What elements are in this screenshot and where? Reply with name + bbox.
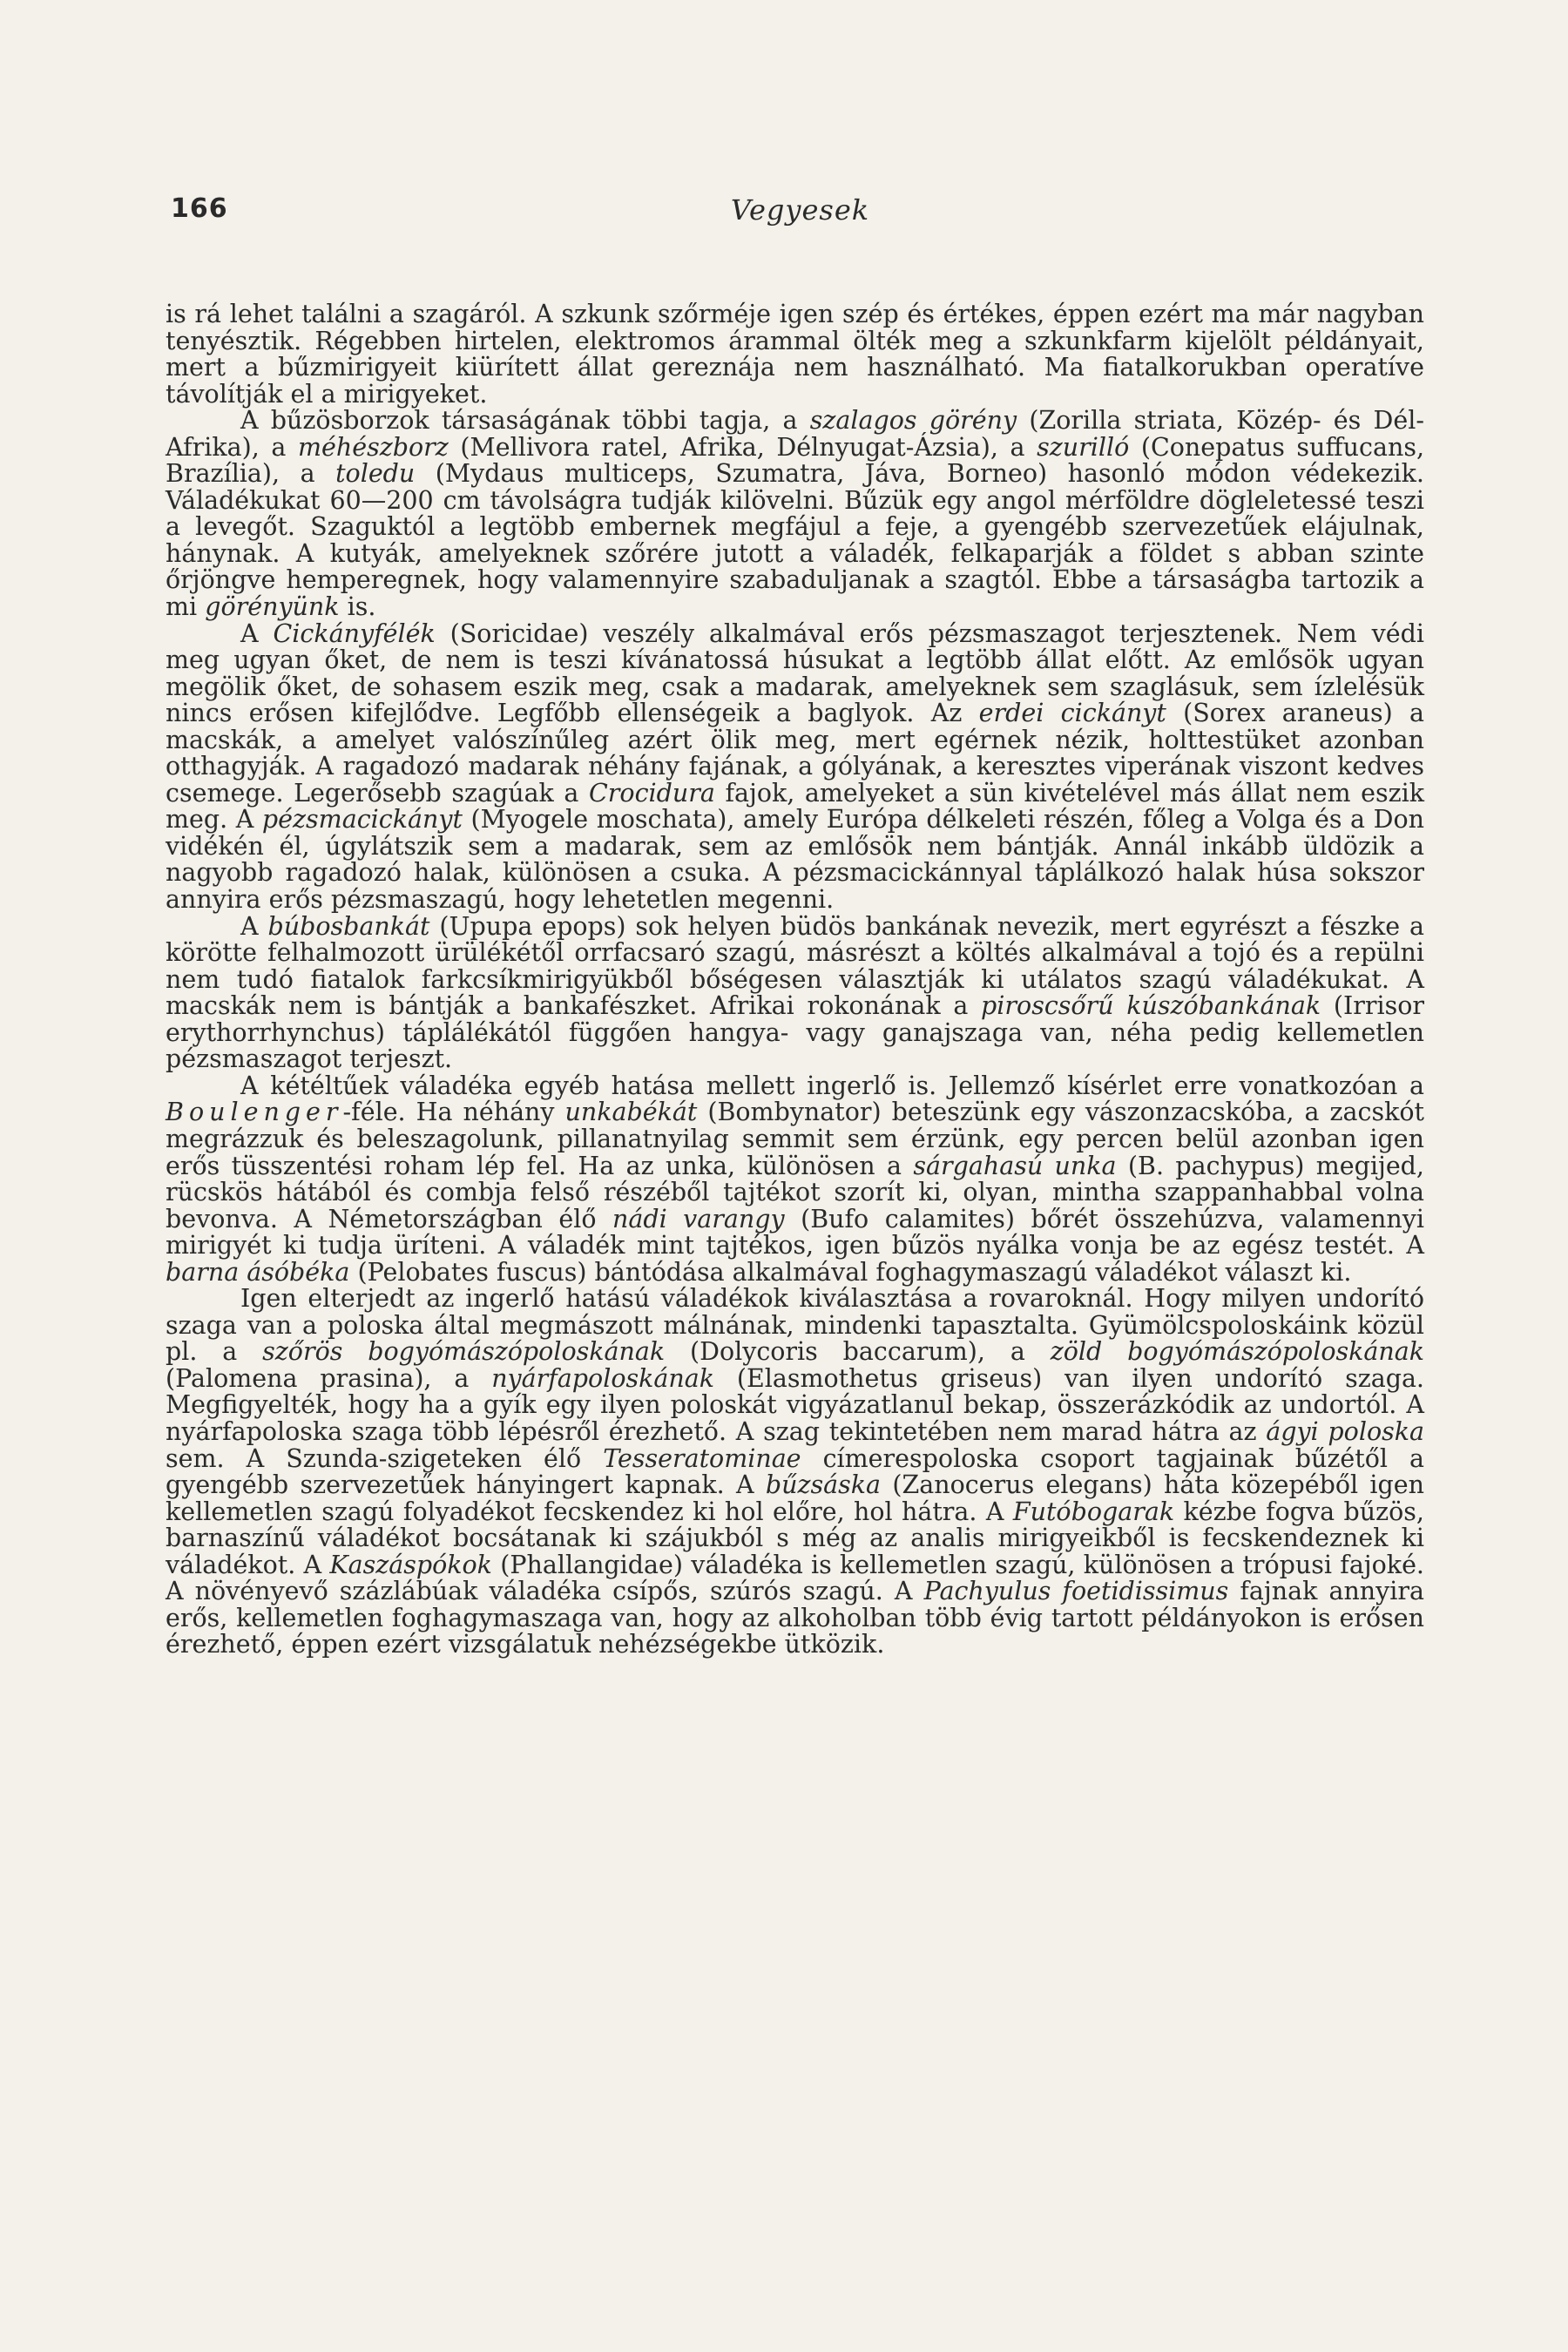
italic-term: görényünk (205, 592, 340, 622)
italic-term: méhészborz (298, 432, 449, 462)
page-number: 166 (171, 193, 228, 224)
text-run: (Soricidae) veszély alkalmával erős pézsmaszagot terjesztenek. Nem védi meg ugyan őket, de nem is teszi kívánatossá húsukat a legtöbb állat előtt. Az emlősök ugyan megölik őket, de sohasem eszik meg, csak a madarak, amelyeknek sem szaglásuk, sem ízlelésük nincs erősen kifejlődve. Legfőbb ellenségeik a baglyok. Az (166, 618, 1424, 728)
italic-term: bűzsáska (765, 1470, 882, 1500)
paragraph (166, 618, 1425, 915)
italic-term: pézsmacickányt (261, 805, 463, 835)
text-run: kézbe fogva bűzös, barnaszínű váladékot bocsátanak ki szájukból s még az analis mirigyeikből is fecskendeznek ki váladékot. A (166, 1497, 1424, 1579)
italic-term: szurilló (1037, 432, 1130, 462)
italic-term: szőrös bogyómászópoloskának (262, 1337, 666, 1367)
italic-term: Crocidura (588, 778, 715, 808)
italic-term: barna ásóbéka (166, 1257, 350, 1287)
italic-term: toledu (335, 459, 416, 489)
text-run: (B. pachypus) megijed, rücskös hátából és combja felső részéből tajtékot szorít ki, olyan, mintha szappanhabbal volna bevonva. A Németországban élő (166, 1151, 1424, 1233)
text-run: Igen elterjedt az ingerlő hatású váladékok kiválasztása a rovaroknál. Hogy milyen undorító szaga van a poloska által megmászott málnának, mindenki tapasztalta. Gyümölcspoloskáink közül pl. a (166, 1284, 1424, 1367)
italic-term: szalagos görény (809, 406, 1017, 436)
text-run: (Mydaus multiceps, Szumatra, Jáva, Borneo) hasonló módon védekezik. Váladékukat 60—200 cm távolságra tudják kilövelni. Bűzük egy angol mérföldre dögleletessé teszi a levegőt. Szaguktól a legtöbb embernek megfájul a feje, a gyengébb szervezetűek elájulnak, hánynak. A kutyák, amelyeknek szőrére jutott a váladék, felkaparják a földet s abban szinte őrjöngve hemperegnek, hogy valamennyire szabaduljanak a szagtól. Ebbe a társaságba tartozik a mi (166, 459, 1424, 622)
paragraph (166, 1286, 1424, 1659)
text-run: is. (339, 592, 376, 622)
page-header (171, 193, 1429, 237)
text-run: (Myogele moschata), amely Európa délkeleti részén, főleg a Volga és a Don vidékén él, úgylátszik sem a madarak, sem az emlősök nem bántják. Annál inkább üldözik a nagyobb ragadozó halak, különösen a csuka. A pézsmacickánnyal táplálkozó halak húsa sokszor annyira erős pézsmaszagú, hogy lehetetlen megenni. (166, 805, 1424, 915)
text-run: (Zanocerus elegans) háta közepéből igen kellemetlen szagú folyadékot fecskendez ki hol előre, hol hátra. A (166, 1470, 1424, 1526)
text-run: fajok, amelyeket a sün kivételével más állat nem eszik meg. A (166, 778, 1424, 835)
text-run: sem. A Szunda-szigeteken élő (166, 1443, 604, 1473)
text-run: (Pelobates fuscus) bántódása alkalmával foghagymaszagú váladékot választ ki. (349, 1257, 1352, 1287)
text-run: címerespoloska csoport tagjainak bűzétől a gyengébb szervezetűek hányingert kapnak. A (166, 1443, 1424, 1500)
italic-term: Pachyulus foetidissimus (923, 1577, 1229, 1606)
italic-term: búbosbankát (267, 911, 430, 941)
text-run: A bűzösborzok társaságának többi tagja, a (240, 406, 810, 436)
paragraph (166, 911, 1424, 1074)
italic-term: nyárfapoloskának (491, 1363, 714, 1393)
text-run: is rá lehet találni a szagáról. A szkunk szőrméje igen szép és értékes, éppen ezért ma már nagyban tenyésztik. Régebben hirtelen, elektromos árammal ölték meg a szkunkfarm kijelölt példányait, mert a bűzmirigyeit kiürített állat gereznája nem használható. Ma fiatalkorukban operatíve távolítják el a mirigyeket. (166, 300, 1424, 409)
text-run: A (240, 618, 274, 648)
text-run: -féle. Ha néhány (342, 1098, 565, 1127)
italic-term: zöld bogyómászópoloskának (1050, 1337, 1424, 1367)
italic-term: erdei cickányt (978, 699, 1166, 728)
text-run: (Elasmothetus griseus) van ilyen undorító szaga. Megfigyelték, hogy ha a gyík egy ilyen poloskát vigyázatlanul bekap, összerázkódik az undortól. A nyárfapoloska szaga több lépésről érezhető. A szag tekintetében nem marad hátra az (166, 1363, 1424, 1446)
italic-term: piroscsőrű kúszóbankának (981, 991, 1321, 1021)
running-title: Vegyesek (730, 193, 870, 226)
text-body (166, 301, 1424, 1659)
paragraph (166, 1073, 1424, 1286)
text-run: (Zorilla striata, Közép- és Dél-Afrika), a (166, 406, 1424, 462)
italic-term: Tesseratominae (603, 1443, 801, 1473)
text-run: (Conepatus suffucans, Brazília), a (166, 432, 1425, 489)
text-run: (Sorex araneus) a macskák, a amelyet valószínűleg azért ölik meg, mert egérnek nézik, holttestüket azonban otthagyják. A ragadozó madarak néhány fajának, a gólyának, a keresztes viperának viszont kedves csemege. Legerősebb szagúak a (166, 699, 1425, 808)
italic-term: Kaszáspókok (329, 1550, 492, 1579)
italic-term: Boulenger (166, 1098, 343, 1127)
text-run: A (240, 911, 268, 941)
italic-term: sárgahasú unka (913, 1151, 1117, 1180)
text-run: (Irrisor erythorrhynchus) táplálékától függően hangya- vagy ganajszaga van, néha pedig kellemetlen pézsmaszagot terjeszt. (166, 991, 1424, 1074)
italic-term: Cickányfélék (273, 618, 436, 648)
text-run: (Upupa epops) sok helyen büdös bankának nevezik, mert egyrészt a fészke a körötte felhalmozott ürülékétől orrfacsaró szagú, másrészt a költés alkalmával a tojó és a repülni nem tudó fiatalok farkcsíkmirigyükből bőségesen választják ki utálatos szagú váladékukat. A macskák nem is bántják a bankafészket. Afrikai rokonának a (166, 911, 1424, 1021)
text-run: (Bombynator) beteszünk egy vászonzacskóba, a zacskót megrázzuk és beleszagolunk, pillanatnyilag semmit sem érzünk, egy percen belül azonban igen erős tüsszentési roham lép fel. Ha az unka, különösen a (166, 1098, 1424, 1180)
text-run: (Bufo calamites) bőrét összehúzva, valamennyi mirigyét ki tudja üríteni. A váladék mint tajtékos, igen bűzös nyálka vonja be az egész testét. A (166, 1204, 1424, 1260)
text-run: fajnak annyira erős, kellemetlen foghagymaszaga van, hogy az alkoholban több évig tartott példányokon is erősen érezhető, éppen ezért vizsgálatuk nehézségekbe ütközik. (166, 1577, 1424, 1659)
paragraph (166, 408, 1424, 620)
text-run: (Dolycoris baccarum), a (665, 1337, 1051, 1367)
italic-term: Futóbogarak (1012, 1497, 1175, 1526)
italic-term: unkabékát (564, 1098, 698, 1127)
text-run: (Phallangidae) váladéka is kellemetlen szagú, különösen a trópusi fajoké. A növényevő százlábúak váladéka csípős, szúrós szagú. A (166, 1550, 1424, 1606)
text-run: (Palomena prasina), a (166, 1363, 492, 1393)
text-run: A kétéltűek váladéka egyéb hatása mellett ingerlő is. Jellemző kísérlet erre vonatkozóan a (240, 1071, 1424, 1100)
paragraph (166, 301, 1424, 408)
italic-term: nádi varangy (612, 1204, 785, 1233)
italic-term: ágyi poloska (1266, 1416, 1424, 1446)
text-run: (Mellivora ratel, Afrika, Délnyugat-Ázsia), a (448, 432, 1037, 462)
